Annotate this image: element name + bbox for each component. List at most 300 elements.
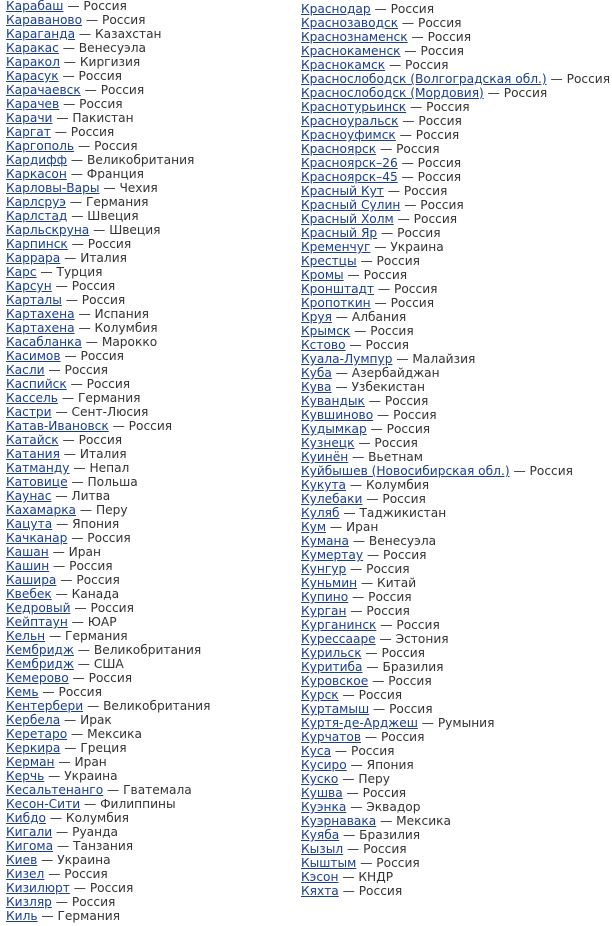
country-label: Узбекистан <box>351 380 425 394</box>
separator: — <box>362 660 383 674</box>
list-item <box>301 716 610 730</box>
city-link[interactable]: Карлстад <box>6 209 68 223</box>
city-link[interactable]: Куинён <box>301 450 349 464</box>
separator: — <box>362 492 383 506</box>
list-item <box>6 265 210 279</box>
city-link[interactable]: Кибдо <box>6 811 46 825</box>
list-item <box>301 548 610 562</box>
country-label: Перу <box>358 772 390 786</box>
city-link[interactable]: Кунгур <box>301 562 347 576</box>
separator: — <box>73 643 94 657</box>
city-link[interactable]: Кацута <box>6 517 53 531</box>
country-label: Германия <box>85 195 149 209</box>
city-link[interactable]: Краснозаводск <box>301 16 399 30</box>
country-label: Россия <box>80 349 124 363</box>
list-item <box>6 629 210 643</box>
city-link[interactable]: Кызыл <box>301 842 344 856</box>
list-item <box>301 16 610 30</box>
list-item <box>301 842 610 856</box>
city-link[interactable]: Кромы <box>301 268 344 282</box>
list-item <box>301 282 610 296</box>
country-label: Турция <box>56 265 103 279</box>
separator: — <box>338 772 359 786</box>
city-link[interactable]: Кельн <box>6 629 46 643</box>
city-link[interactable]: Куровское <box>301 674 369 688</box>
city-link[interactable]: Круя <box>301 310 332 324</box>
country-label: Россия <box>503 86 548 100</box>
country-label: Украина <box>57 853 111 867</box>
country-label: Россия <box>396 618 440 632</box>
city-link[interactable]: Кигали <box>6 825 53 839</box>
country-label: Россия <box>350 744 395 758</box>
city-link[interactable]: Кронштадт <box>301 282 375 296</box>
country-label: Россия <box>100 83 145 97</box>
country-label: Венесуэла <box>368 534 437 548</box>
separator: — <box>54 755 75 769</box>
city-link[interactable]: Кропоткин <box>301 296 371 310</box>
city-link[interactable]: Касли <box>6 363 45 377</box>
separator: — <box>348 590 369 604</box>
city-link[interactable]: Кашин <box>6 559 50 573</box>
list-item <box>301 674 610 688</box>
city-link[interactable]: Керетаро <box>6 727 68 741</box>
city-link[interactable]: Кембридж <box>6 643 74 657</box>
country-label: Россия <box>87 237 132 251</box>
separator: — <box>509 464 530 478</box>
list-item <box>301 394 610 408</box>
list-item <box>6 713 210 727</box>
city-link[interactable]: Картахена <box>6 307 75 321</box>
country-label: Россия <box>83 0 127 13</box>
country-label: Франция <box>86 167 144 181</box>
country-label: Бразилия <box>382 660 444 674</box>
city-link[interactable]: Кедровый <box>6 601 71 615</box>
city-link[interactable]: Красноярск <box>301 142 377 156</box>
city-link[interactable]: Кардифф <box>6 153 68 167</box>
country-label: Великобритания <box>93 643 202 657</box>
city-link[interactable]: Крестцы <box>301 254 357 268</box>
list-item <box>6 209 210 223</box>
separator: — <box>38 685 59 699</box>
city-link[interactable]: Куяба <box>301 828 340 842</box>
country-label: Польша <box>87 475 138 489</box>
city-link[interactable]: Квебек <box>6 587 52 601</box>
city-link[interactable]: Кулебаки <box>301 492 363 506</box>
separator: — <box>67 237 88 251</box>
country-label: Швеция <box>109 223 161 237</box>
list-item <box>6 419 210 433</box>
city-link[interactable]: Кукута <box>301 478 347 492</box>
city-link[interactable]: Кассель <box>6 391 58 405</box>
list-item <box>301 324 610 338</box>
separator: — <box>58 391 78 405</box>
country-label: Россия <box>386 422 431 436</box>
country-label: Танзания <box>73 839 134 853</box>
city-link[interactable]: Красноуфимск <box>301 128 396 142</box>
list-item <box>301 786 610 800</box>
country-label: Чехия <box>119 181 158 195</box>
city-link[interactable]: Каркасон <box>6 167 67 181</box>
list-item <box>301 408 610 422</box>
list-item <box>301 436 610 450</box>
city-link[interactable]: Картахена <box>6 321 75 335</box>
country-label: Китай <box>377 576 417 590</box>
list-item <box>6 881 210 895</box>
city-link[interactable]: Карсун <box>6 279 52 293</box>
city-link[interactable]: Кашан <box>6 545 49 559</box>
city-link[interactable]: Кастри <box>6 405 52 419</box>
city-link[interactable]: Куйбышев (Новосибирская обл.) <box>301 464 510 478</box>
separator: — <box>59 55 80 69</box>
city-link[interactable]: Курган <box>301 604 347 618</box>
list-item <box>301 772 610 786</box>
list-item <box>301 72 610 86</box>
city-link[interactable]: Краснокаменск <box>301 44 401 58</box>
city-link[interactable]: Караваново <box>6 13 83 27</box>
list-item <box>6 335 210 349</box>
country-label: Малайзия <box>412 352 476 366</box>
list-item <box>301 688 610 702</box>
city-link[interactable]: Кемерово <box>6 671 69 685</box>
city-link[interactable]: Катманду <box>6 461 70 475</box>
city-link[interactable]: Касимов <box>6 349 61 363</box>
city-link[interactable]: Куала-Лумпур <box>301 352 393 366</box>
list-item <box>301 884 610 898</box>
separator: — <box>374 282 394 296</box>
list-item <box>301 352 610 366</box>
list-item <box>301 338 610 352</box>
city-link[interactable]: Крымск <box>301 324 351 338</box>
country-label: Россия <box>413 212 458 226</box>
list-item <box>301 156 610 170</box>
city-link[interactable]: Кусиро <box>301 758 347 772</box>
right-column <box>301 2 610 898</box>
list-item <box>6 727 210 741</box>
city-link[interactable]: Красноярск–45 <box>301 170 398 184</box>
separator: — <box>338 688 359 702</box>
separator: — <box>483 86 504 100</box>
country-label: Россия <box>64 867 108 881</box>
city-link[interactable]: Кувшиново <box>301 408 374 422</box>
list-item <box>301 618 610 632</box>
separator: — <box>377 226 398 240</box>
city-link[interactable]: Курчатов <box>301 730 362 744</box>
city-link[interactable]: Кременчуг <box>301 240 371 254</box>
country-label: Россия <box>366 562 410 576</box>
country-label: Непал <box>89 461 130 475</box>
city-link[interactable]: Каррара <box>6 251 61 265</box>
country-label: Россия <box>393 408 437 422</box>
city-link[interactable]: Касабланка <box>6 335 82 349</box>
list-item <box>301 128 610 142</box>
city-link[interactable]: Каргат <box>6 125 51 139</box>
separator: — <box>348 450 369 464</box>
city-link[interactable]: Керкира <box>6 741 61 755</box>
city-link[interactable]: Кентербери <box>6 699 84 713</box>
city-link[interactable]: Катания <box>6 447 60 461</box>
separator: — <box>81 335 102 349</box>
city-link[interactable]: Красноярск–26 <box>301 156 398 170</box>
city-link[interactable]: Красный Сулин <box>301 198 401 212</box>
city-link[interactable]: Курильск <box>301 646 362 660</box>
city-link[interactable]: Красноуральск <box>301 114 399 128</box>
country-label: Албания <box>351 310 407 324</box>
city-link[interactable]: Кербела <box>6 713 61 727</box>
city-link[interactable]: Краснодар <box>301 2 371 16</box>
separator: — <box>546 72 567 86</box>
separator: — <box>75 27 95 41</box>
list-item <box>301 226 610 240</box>
city-link[interactable]: Карачи <box>6 111 53 125</box>
list-item <box>301 170 610 184</box>
separator: — <box>376 814 397 828</box>
city-link[interactable]: Карачев <box>6 97 60 111</box>
city-link[interactable]: Керчь <box>6 769 45 783</box>
city-link[interactable]: Качканар <box>6 531 68 545</box>
city-link[interactable]: Каспийск <box>6 377 67 391</box>
list-item <box>301 856 610 870</box>
country-label: Россия <box>70 125 115 139</box>
list-item <box>301 240 610 254</box>
separator: — <box>368 674 389 688</box>
separator: — <box>73 657 94 671</box>
city-link[interactable]: Куско <box>301 772 339 786</box>
separator: — <box>357 576 378 590</box>
separator: — <box>37 853 58 867</box>
city-link[interactable]: Кашира <box>6 573 57 587</box>
separator: — <box>37 909 58 923</box>
city-link[interactable]: Кэсон <box>301 870 339 884</box>
city-link[interactable]: Куртя-де-Арджеш <box>301 716 418 730</box>
separator: — <box>395 128 416 142</box>
list-item <box>6 405 210 419</box>
country-label: Россия <box>78 69 123 83</box>
separator: — <box>346 604 367 618</box>
list-item <box>6 839 210 853</box>
city-link[interactable]: Каргополь <box>6 139 75 153</box>
city-link[interactable]: Краснознаменск <box>301 30 408 44</box>
list-item <box>6 279 210 293</box>
city-link[interactable]: Карасук <box>6 69 59 83</box>
separator: — <box>56 573 77 587</box>
country-label: Эквадор <box>366 800 421 814</box>
list-item <box>6 55 210 69</box>
list-item <box>301 422 610 436</box>
list-item <box>6 769 210 783</box>
city-link[interactable]: Кыштым <box>301 856 357 870</box>
separator: — <box>346 758 367 772</box>
list-item <box>6 83 210 97</box>
list-item <box>301 212 610 226</box>
country-label: Германия <box>65 629 128 643</box>
city-link[interactable]: Кейптаун <box>6 615 68 629</box>
separator: — <box>366 422 387 436</box>
city-link[interactable]: Катовице <box>6 475 68 489</box>
list-item <box>6 867 210 881</box>
separator: — <box>60 741 81 755</box>
list-item <box>6 671 210 685</box>
city-link[interactable]: Красный Яр <box>301 226 378 240</box>
city-link[interactable]: Куэнка <box>301 800 347 814</box>
city-link[interactable]: Керман <box>6 755 55 769</box>
city-link[interactable]: Кум <box>301 520 327 534</box>
list-item <box>6 41 210 55</box>
city-link[interactable]: Краснослободск (Мордовия) <box>301 86 484 100</box>
separator: — <box>326 520 346 534</box>
country-label: Филиппины <box>100 797 176 811</box>
city-link[interactable]: Кахамарка <box>6 503 77 517</box>
list-item <box>6 601 210 615</box>
list-item <box>301 310 610 324</box>
separator: — <box>363 548 384 562</box>
list-item <box>301 604 610 618</box>
country-label: Россия <box>78 433 123 447</box>
country-label: Япония <box>366 758 414 772</box>
city-link[interactable]: Куба <box>301 366 332 380</box>
country-label: Россия <box>64 363 108 377</box>
separator: — <box>356 254 377 268</box>
city-link[interactable]: Кудымкар <box>301 422 367 436</box>
city-link[interactable]: Кува <box>301 380 332 394</box>
city-link[interactable]: Карльскруна <box>6 223 90 237</box>
country-label: Казахстан <box>95 27 162 41</box>
city-link[interactable]: Куртамыш <box>301 702 370 716</box>
separator: — <box>58 433 79 447</box>
city-link[interactable]: Купино <box>301 590 349 604</box>
separator: — <box>369 702 390 716</box>
city-link[interactable]: Каракас <box>6 41 59 55</box>
separator: — <box>338 884 359 898</box>
separator: — <box>339 506 360 520</box>
city-link[interactable]: Куньмин <box>301 576 358 590</box>
country-label: Россия <box>394 282 438 296</box>
list-item <box>6 433 210 447</box>
country-label: Россия <box>380 730 425 744</box>
separator: — <box>331 366 352 380</box>
city-link[interactable]: Кяхта <box>301 884 339 898</box>
country-label: Румыния <box>437 716 495 730</box>
separator: — <box>51 587 72 601</box>
list-item <box>301 730 610 744</box>
city-link[interactable]: Кизилюрт <box>6 881 70 895</box>
list-item <box>301 800 610 814</box>
city-link[interactable]: Кушва <box>301 786 343 800</box>
city-link[interactable]: Карпинск <box>6 237 68 251</box>
city-link[interactable]: Карачаевск <box>6 83 81 97</box>
country-label: Россия <box>566 72 611 86</box>
country-label: Россия <box>358 688 403 702</box>
separator: — <box>59 447 80 461</box>
city-link[interactable]: Краснотурьинск <box>301 100 407 114</box>
city-link[interactable]: Кувандык <box>301 394 365 408</box>
city-link[interactable]: Катайск <box>6 433 59 447</box>
separator: — <box>400 44 421 58</box>
city-link[interactable]: Кемь <box>6 685 39 699</box>
list-item <box>301 814 610 828</box>
city-link[interactable]: Каракол <box>6 55 60 69</box>
list-item <box>6 587 210 601</box>
list-item <box>301 534 610 548</box>
country-label: Иран <box>346 520 379 534</box>
city-link[interactable]: Кигома <box>6 839 54 853</box>
country-label: Россия <box>128 419 173 433</box>
city-link[interactable]: Кстово <box>301 338 346 352</box>
list-item <box>301 660 610 674</box>
country-label: Канада <box>71 587 120 601</box>
separator: — <box>44 769 65 783</box>
separator: — <box>52 517 73 531</box>
city-link[interactable]: Киль <box>6 909 38 923</box>
country-label: Ирак <box>80 713 112 727</box>
country-label: Россия <box>69 559 113 573</box>
list-item <box>6 545 210 559</box>
city-link[interactable]: Куритиба <box>301 660 363 674</box>
city-link[interactable]: Кизляр <box>6 895 52 909</box>
country-label: Россия <box>365 338 409 352</box>
city-link[interactable]: Карабаш <box>6 0 64 13</box>
country-label: Колумбия <box>365 478 430 492</box>
city-link[interactable]: Курессааре <box>301 632 376 646</box>
city-link[interactable]: Карс <box>6 265 37 279</box>
list-item <box>6 783 210 797</box>
city-link[interactable]: Катав-Ивановск <box>6 419 109 433</box>
city-link[interactable]: Красный Холм <box>301 212 394 226</box>
list-item <box>6 573 210 587</box>
city-link[interactable]: Кесон-Сити <box>6 797 81 811</box>
separator: — <box>67 727 88 741</box>
city-link[interactable]: Краснослободск (Волгоградская обл.) <box>301 72 547 86</box>
list-item <box>301 758 610 772</box>
city-link[interactable]: Карталы <box>6 293 62 307</box>
city-link[interactable]: Карловы-Вары <box>6 181 100 195</box>
city-link[interactable]: Куса <box>301 744 332 758</box>
city-link[interactable]: Куэрнавака <box>301 814 377 828</box>
city-link[interactable]: Каунас <box>6 489 52 503</box>
list-item <box>6 615 210 629</box>
separator: — <box>338 870 359 884</box>
list-item <box>6 853 210 867</box>
city-link[interactable]: Кесальтенанго <box>6 783 104 797</box>
separator: — <box>74 321 95 335</box>
country-label: Россия <box>94 139 138 153</box>
list-item <box>6 195 210 209</box>
city-link[interactable]: Караганда <box>6 27 76 41</box>
city-link[interactable]: Куляб <box>301 506 340 520</box>
list-item <box>6 307 210 321</box>
city-link[interactable]: Киев <box>6 853 38 867</box>
list-item <box>6 97 210 111</box>
city-link[interactable]: Курганинск <box>301 618 377 632</box>
city-link[interactable]: Кизел <box>6 867 45 881</box>
city-link[interactable]: Кумертау <box>301 548 364 562</box>
country-label: Россия <box>376 254 421 268</box>
list-item <box>6 27 210 41</box>
list-item <box>6 377 210 391</box>
country-label: КНДР <box>358 870 394 884</box>
list-item <box>301 464 610 478</box>
country-label: Венесуэла <box>78 41 146 55</box>
country-label: Россия <box>418 114 462 128</box>
city-link[interactable]: Карлсруэ <box>6 195 66 209</box>
city-link[interactable]: Краснокамск <box>301 58 386 72</box>
city-link[interactable]: Кембридж <box>6 657 74 671</box>
city-link[interactable]: Кумана <box>301 534 349 548</box>
city-link[interactable]: Красный Кут <box>301 184 384 198</box>
city-link[interactable]: Курск <box>301 688 339 702</box>
separator: — <box>331 744 351 758</box>
separator: — <box>356 856 377 870</box>
city-link[interactable]: Кузнецк <box>301 436 355 450</box>
